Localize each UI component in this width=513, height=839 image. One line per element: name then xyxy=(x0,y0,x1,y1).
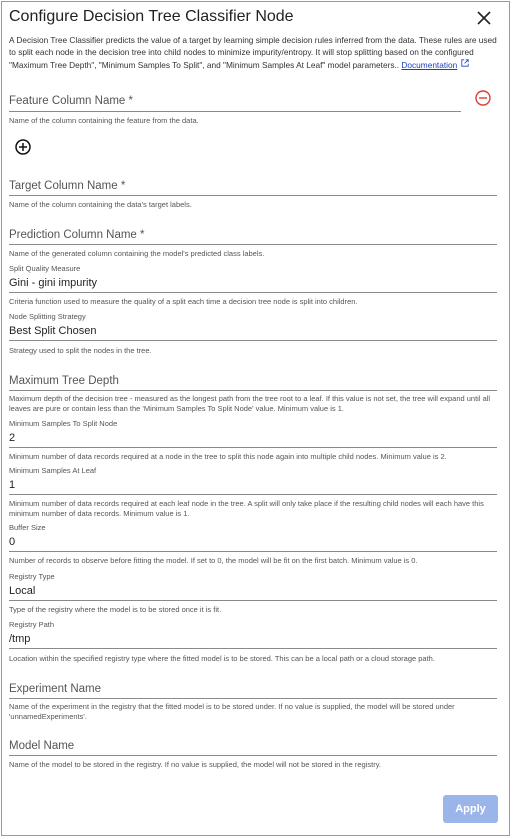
remove-circle-icon[interactable] xyxy=(474,89,492,107)
registry-type-help: Type of the registry where the model is to be stored once it is fit. xyxy=(9,605,222,614)
max-depth-label: Maximum Tree Depth xyxy=(9,375,119,387)
model-name-input[interactable] xyxy=(9,755,497,756)
configure-node-dialog xyxy=(1,1,510,836)
apply-button[interactable]: Apply xyxy=(443,795,498,823)
target-column-input[interactable] xyxy=(9,195,497,196)
dialog-description xyxy=(9,34,497,71)
close-icon[interactable] xyxy=(474,8,494,28)
splitting-strategy-select[interactable]: Best Split Chosen xyxy=(9,325,97,337)
registry-type-label: Registry Type xyxy=(9,572,55,581)
target-column-label: Target Column Name * xyxy=(9,180,126,192)
experiment-name-help: Name of the experiment in the registry that the fitted model is to be stored under. If no value is supplied, the model will be stored under 'unnamedExperiments'. xyxy=(9,702,455,721)
max-depth-help: Maximum depth of the decision tree - measured as the longest path from the tree root to a leaf. If this value is not set, the tree will expand until all leaves are pure or contain less than the 'Minimum Samples To Split Node' value. Minimum value is 1. xyxy=(9,394,491,413)
model-name-help: Name of the model to be stored in the registry. If no value is supplied, the model will not be stored in the registry. xyxy=(9,760,381,769)
documentation-link[interactable]: Documentation xyxy=(401,59,458,70)
min-leaf-underline xyxy=(9,494,497,495)
registry-path-help: Location within the specified registry type where the fitted model is to be stored. This can be a local path or a cloud storage path. xyxy=(9,654,435,663)
registry-path-underline xyxy=(9,648,497,649)
buffer-size-input[interactable]: 0 xyxy=(9,536,16,548)
description-text: A Decision Tree Classifier predicts the value of a target by learning simple decision rules inferred from the data. These rules are used to split each node in the decision tree into child nodes to minimize impurity/entropy. It will stop splitting based on the configured "Maximum Tree Depth", "Minimum Samples To Split", and "Minimum Samples At Leaf" model parameters.. xyxy=(9,35,497,70)
min-split-underline xyxy=(9,447,497,448)
prediction-column-help: Name of the generated column containing the model's predicted class labels. xyxy=(9,249,265,258)
split-quality-label: Split Quality Measure xyxy=(9,264,81,273)
add-circle-icon[interactable] xyxy=(14,138,32,156)
splitting-strategy-help: Strategy used to split the nodes in the tree. xyxy=(9,346,152,355)
feature-column-help: Name of the column containing the feature from the data. xyxy=(9,116,199,125)
model-name-label: Model Name xyxy=(9,740,75,752)
max-depth-input[interactable] xyxy=(9,390,497,391)
registry-type-underline xyxy=(9,600,497,601)
experiment-name-label: Experiment Name xyxy=(9,683,102,695)
splitting-strategy-underline xyxy=(9,340,497,341)
prediction-column-input[interactable] xyxy=(9,244,497,245)
buffer-size-underline xyxy=(9,551,497,552)
split-quality-underline xyxy=(9,292,497,293)
prediction-column-label: Prediction Column Name * xyxy=(9,229,145,241)
registry-type-select[interactable]: Local xyxy=(9,585,36,597)
split-quality-help: Criteria function used to measure the quality of a split each time a decision tree node is split into children. xyxy=(9,297,358,306)
registry-path-input[interactable]: /tmp xyxy=(9,633,31,645)
min-split-help: Minimum number of data records required at a node in the tree to split this node again into multiple child nodes. Minimum value is 2. xyxy=(9,452,447,461)
target-column-help: Name of the column containing the data's target labels. xyxy=(9,200,192,209)
dialog-title: Configure Decision Tree Classifier Node xyxy=(9,8,294,25)
splitting-strategy-label: Node Splitting Strategy xyxy=(9,312,86,321)
split-quality-select[interactable]: Gini - gini impurity xyxy=(9,277,98,289)
feature-column-input[interactable] xyxy=(9,111,461,112)
registry-path-label: Registry Path xyxy=(9,620,55,629)
feature-column-label: Feature Column Name * xyxy=(9,95,133,107)
min-split-label: Minimum Samples To Split Node xyxy=(9,419,118,428)
experiment-name-input[interactable] xyxy=(9,698,497,699)
min-leaf-label: Minimum Samples At Leaf xyxy=(9,466,97,475)
external-link-icon xyxy=(461,59,469,67)
min-leaf-input[interactable]: 1 xyxy=(9,479,16,491)
buffer-size-help: Number of records to observe before fitting the model. If set to 0, the model will be fit on the first batch. Minimum value is 0. xyxy=(9,556,418,565)
min-leaf-help: Minimum number of data records required at each leaf node in the tree. A split will only take place if the resulting child nodes will each have this minimum number of data records. Minimum value is 1. xyxy=(9,499,484,518)
min-split-input[interactable]: 2 xyxy=(9,432,16,444)
buffer-size-label: Buffer Size xyxy=(9,523,46,532)
